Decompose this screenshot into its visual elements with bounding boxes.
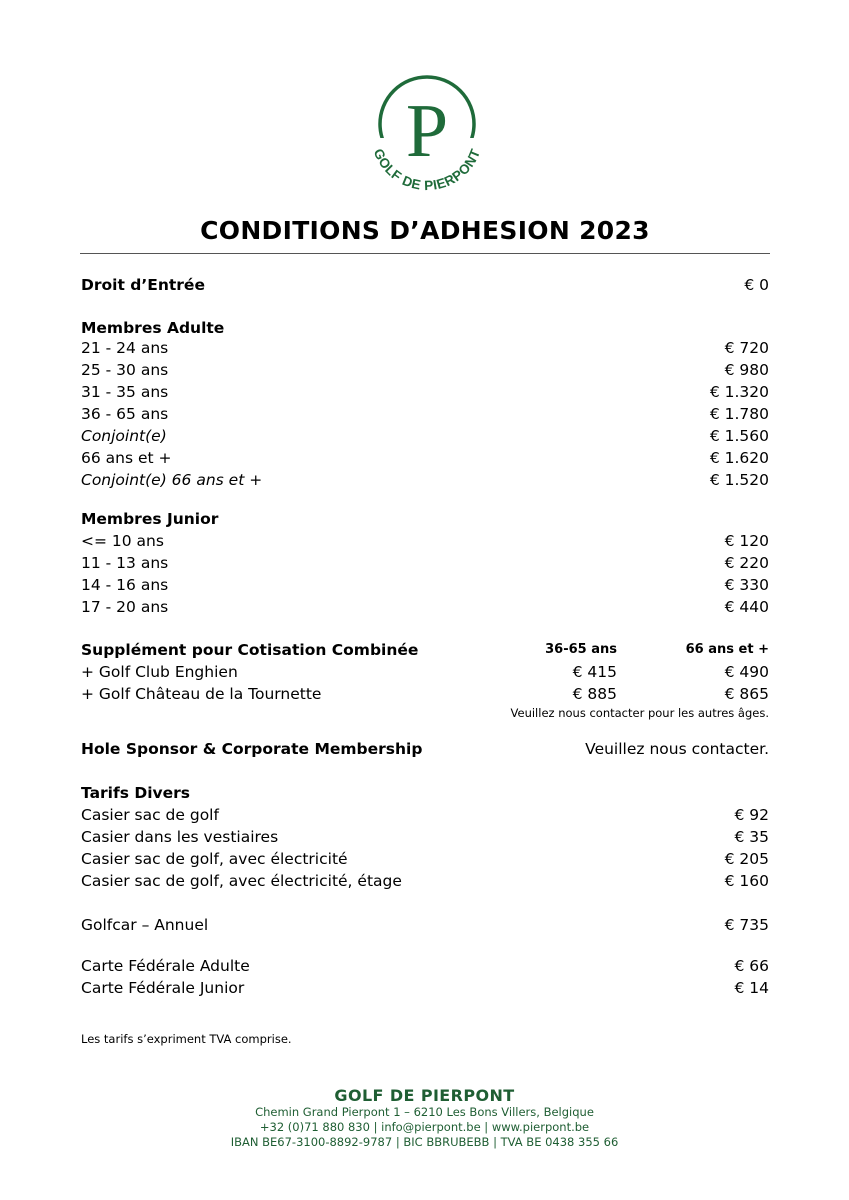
price-66-plus: € 865 [724, 685, 769, 703]
footer-bank: IBAN BE67-3100-8892-9787 | BIC BBRUBEBB | TVA BE 0438 355 66 [230, 1135, 619, 1149]
age-label: Conjoint(e) [81, 427, 167, 445]
price-row [81, 870, 769, 892]
price-value: € 120 [724, 532, 769, 550]
item-label: Casier sac de golf [81, 806, 219, 824]
club-label: + Golf Club Enghien [81, 663, 238, 681]
sponsor-value: Veuillez nous contacter. [585, 740, 769, 758]
age-label: <= 10 ans [81, 532, 164, 550]
age-label: 36 - 65 ans [81, 405, 169, 423]
price-value: € 1.780 [709, 405, 769, 423]
item-label: Carte Fédérale Junior [81, 979, 245, 997]
title-divider [80, 253, 770, 254]
combinee-note: Veuillez nous contacter pour les autres âges. [510, 706, 769, 720]
price-66-plus: € 490 [724, 663, 769, 681]
price-value: € 1.320 [709, 383, 769, 401]
tva-note: Les tarifs s’expriment TVA comprise. [81, 1032, 292, 1046]
col-header-66-plus: 66 ans et + [685, 642, 769, 657]
price-row [81, 955, 769, 977]
price-value: € 66 [734, 957, 769, 975]
adulte-heading-text: Membres Adulte [81, 319, 225, 337]
price-value: € 160 [724, 872, 769, 890]
price-value: € 330 [724, 576, 769, 594]
price-row [81, 552, 769, 574]
item-label: Casier sac de golf, avec électricité, étage [81, 872, 402, 890]
age-label: 31 - 35 ans [81, 383, 169, 401]
price-value: € 92 [734, 806, 769, 824]
droit-entree-price: € 0 [744, 276, 769, 294]
combinee-row [81, 661, 769, 683]
price-row [81, 574, 769, 596]
golf-de-pierpont-logo [361, 68, 493, 192]
droit-entree-row [81, 274, 769, 296]
item-label: Carte Fédérale Adulte [81, 957, 250, 975]
price-value: € 14 [734, 979, 769, 997]
age-label: 25 - 30 ans [81, 361, 169, 379]
sponsor-row [81, 738, 769, 760]
logo-letter: P [405, 89, 449, 173]
combinee-row [81, 683, 769, 705]
price-row [81, 826, 769, 848]
price-value: € 1.520 [709, 471, 769, 489]
droit-entree-label: Droit d’Entrée [81, 276, 205, 294]
price-row [81, 447, 769, 469]
price-36-65: € 885 [572, 685, 617, 703]
price-value: € 720 [724, 339, 769, 357]
adulte-heading [81, 317, 769, 339]
combinee-heading-row [81, 639, 769, 661]
junior-heading [81, 508, 769, 530]
price-row [81, 403, 769, 425]
price-value: € 205 [724, 850, 769, 868]
price-row [81, 804, 769, 826]
junior-heading-text: Membres Junior [81, 510, 219, 528]
price-row [81, 977, 769, 999]
age-label: 21 - 24 ans [81, 339, 169, 357]
price-row [81, 596, 769, 618]
price-value: € 220 [724, 554, 769, 572]
combinee-heading: Supplément pour Cotisation Combinée [81, 641, 419, 659]
age-label: 66 ans et + [81, 449, 172, 467]
logo-arc-text: GOLF DE PIERPONT [370, 146, 484, 192]
age-label: 14 - 16 ans [81, 576, 169, 594]
price-value: € 1.560 [709, 427, 769, 445]
price-value: € 980 [724, 361, 769, 379]
footer-name: GOLF DE PIERPONT [334, 1086, 515, 1105]
price-row [81, 381, 769, 403]
item-label: Casier dans les vestiaires [81, 828, 279, 846]
footer-contact: +32 (0)71 880 830 | info@pierpont.be | www.pierpont.be [259, 1120, 590, 1134]
age-label: Conjoint(e) 66 ans et + [81, 471, 263, 489]
price-row [81, 914, 769, 936]
page-title: CONDITIONS D’ADHESION 2023 [200, 216, 650, 245]
price-row [81, 425, 769, 447]
col-header-36-65: 36-65 ans [545, 642, 617, 657]
price-value: € 1.620 [709, 449, 769, 467]
divers-heading-text: Tarifs Divers [81, 784, 191, 802]
sponsor-label: Hole Sponsor & Corporate Membership [81, 740, 423, 758]
price-row [81, 469, 769, 491]
item-label: Golfcar – Annuel [81, 916, 209, 934]
price-36-65: € 415 [572, 663, 617, 681]
price-value: € 440 [724, 598, 769, 616]
price-row [81, 337, 769, 359]
footer-address: Chemin Grand Pierpont 1 – 6210 Les Bons Villers, Belgique [255, 1105, 594, 1119]
age-label: 11 - 13 ans [81, 554, 169, 572]
club-label: + Golf Château de la Tournette [81, 685, 322, 703]
price-value: € 735 [724, 916, 769, 934]
age-label: 17 - 20 ans [81, 598, 169, 616]
divers-heading [81, 782, 769, 804]
price-row [81, 848, 769, 870]
price-row [81, 530, 769, 552]
price-value: € 35 [734, 828, 769, 846]
price-row [81, 359, 769, 381]
item-label: Casier sac de golf, avec électricité [81, 850, 348, 868]
